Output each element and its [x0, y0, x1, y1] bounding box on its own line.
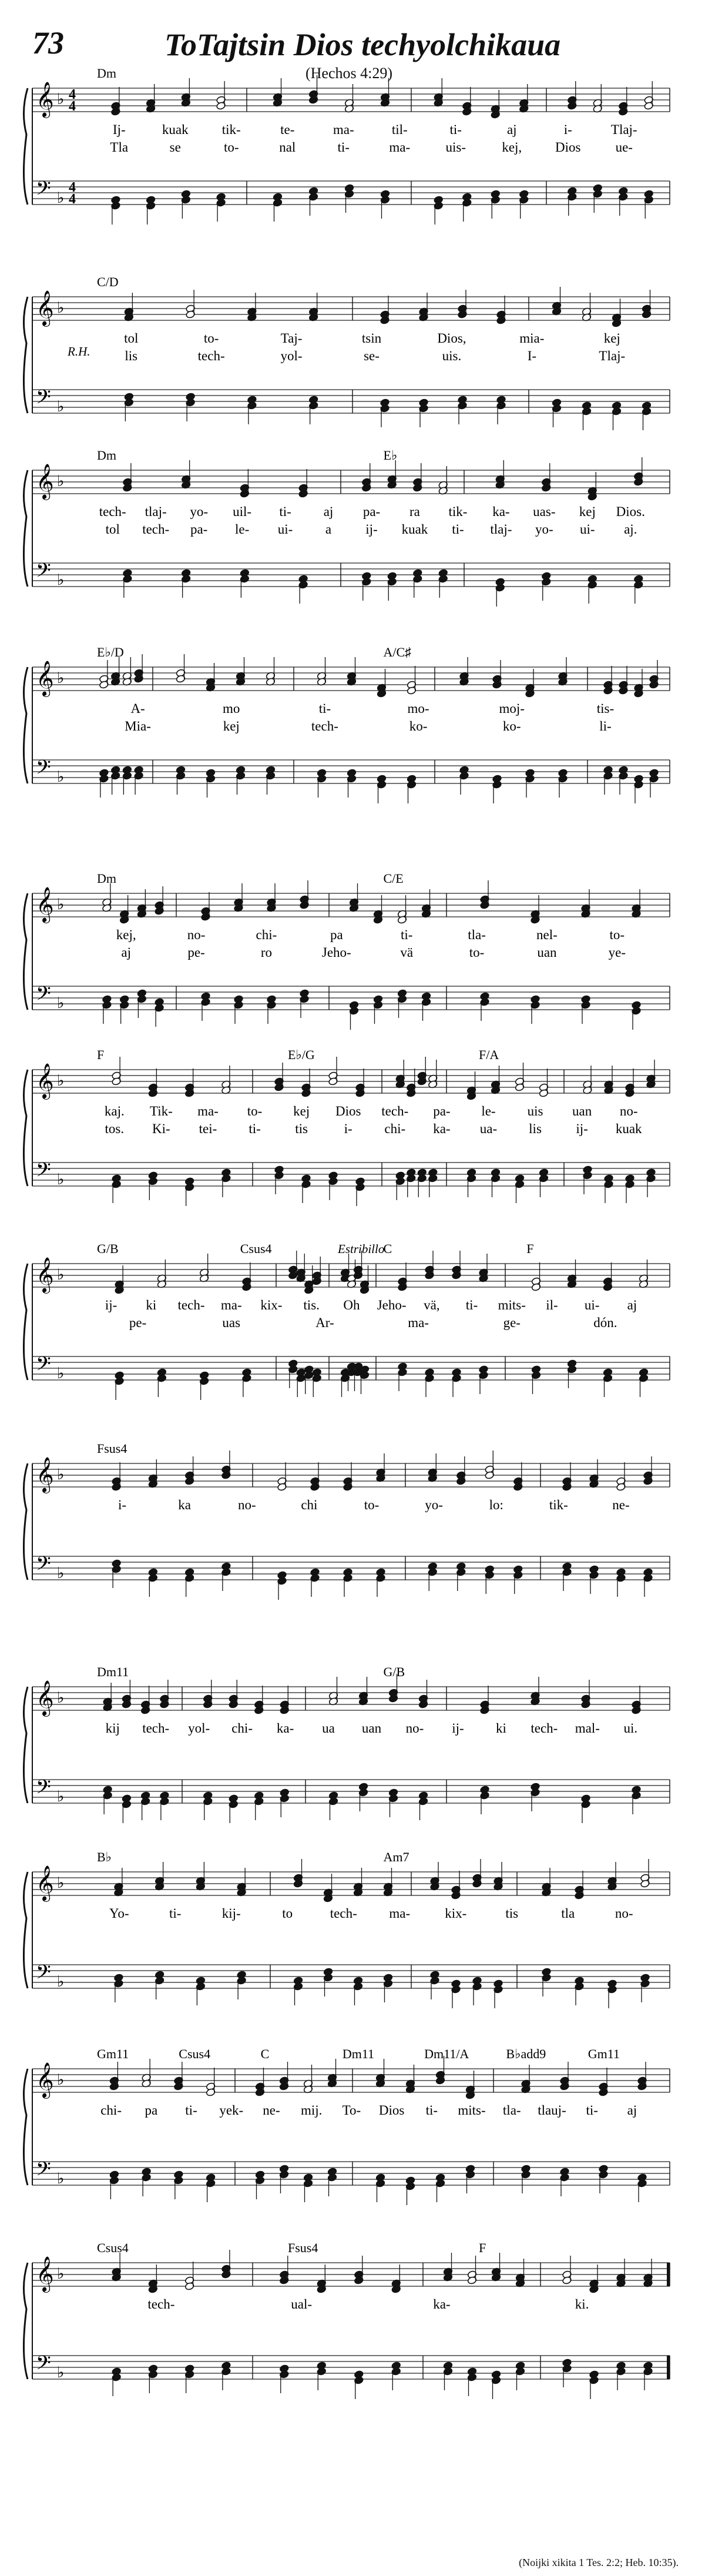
- lyric-syllable-verse1: Yo-: [109, 1906, 129, 1921]
- lyric-syllable-verse1: uan: [361, 1721, 382, 1736]
- treble-clef: 𝄞: [36, 1865, 54, 1901]
- lyric-syllable-verse1: aj: [506, 122, 517, 137]
- lyric-syllable-verse1: Tlaj-: [610, 122, 637, 137]
- lyric-syllable-verse2: kuak: [401, 522, 428, 537]
- lyric-syllable-verse2: ko-: [409, 719, 428, 733]
- lyric-syllable-verse1: lo:: [489, 1498, 503, 1512]
- chord-symbol: Gm11: [97, 2046, 129, 2061]
- footnote: (Noijki xikita 1 Tes. 2:2; Heb. 10:35).: [519, 2557, 679, 2568]
- chord-symbol: Dm11/A: [424, 2046, 469, 2061]
- lyric-syllable-verse2: tech-: [311, 719, 338, 733]
- lyric-syllable-verse2: tis: [295, 1121, 308, 1136]
- lyric-syllable-verse1: mia-: [519, 331, 545, 346]
- bass-clef: 𝄢: [36, 386, 51, 413]
- lyric-syllable-verse2: tol: [105, 522, 120, 537]
- brace: [24, 1687, 28, 1803]
- lyric-syllable-verse1: ti-: [185, 2103, 197, 2118]
- lyric-syllable-verse2: i-: [344, 1121, 352, 1136]
- key-flat: ♭: [57, 2071, 65, 2089]
- lyric-syllable-verse1: ij-: [105, 1298, 118, 1312]
- lyric-syllable-verse1: kej: [293, 1104, 310, 1118]
- lyric-syllable-verse2: se: [169, 140, 181, 155]
- lyric-syllable-verse1: no-: [237, 1498, 256, 1512]
- chord-symbol: Gm11: [588, 2046, 620, 2061]
- lyric-syllable-verse2: dón.: [593, 1315, 617, 1330]
- lyric-syllable-verse2: ka-: [433, 1121, 451, 1136]
- key-flat: ♭: [57, 1266, 65, 1284]
- lyric-syllable-verse1: no-: [619, 1104, 638, 1118]
- chord-symbol: E♭/G: [288, 1047, 315, 1062]
- lyric-syllable-verse1: Oh: [343, 1298, 360, 1312]
- lyric-syllable-verse1: kij-: [221, 1906, 241, 1921]
- key-flat: ♭: [57, 669, 65, 687]
- treble-clef: 𝄞: [36, 661, 54, 696]
- performance-mark: R.H.: [68, 344, 90, 359]
- treble-clef: 𝄞: [36, 887, 54, 922]
- lyric-syllable-verse1: til-: [391, 122, 408, 137]
- bass-clef: 𝄢: [36, 1776, 51, 1803]
- treble-clef: 𝄞: [36, 82, 54, 117]
- key-flat: ♭: [57, 2265, 65, 2283]
- lyric-syllable-verse1: to: [282, 1906, 293, 1921]
- lyric-syllable-verse1: ka-: [433, 2297, 451, 2312]
- lyric-syllable-verse1: uil-: [233, 504, 252, 519]
- lyric-syllable-verse1: tlauj-: [538, 2103, 566, 2118]
- lyric-syllable-verse1: chi-: [256, 927, 277, 942]
- music-system: [24, 1451, 670, 1600]
- lyric-syllable-verse1: tsin: [361, 331, 382, 346]
- lyric-syllable-verse1: pa-: [433, 1104, 451, 1118]
- lyric-syllable-verse2: ui-: [580, 522, 595, 537]
- brace: [24, 2263, 28, 2379]
- lyric-syllable-verse1: ma-: [220, 1298, 242, 1312]
- lyric-syllable-verse1: no-: [405, 1721, 424, 1736]
- chord-symbol: Csus4: [179, 2046, 211, 2061]
- lyric-syllable-verse2: ua-: [479, 1121, 498, 1136]
- brace: [24, 1264, 28, 1380]
- lyric-syllable-verse1: yo-: [190, 504, 208, 519]
- lyric-syllable-verse2: tos.: [105, 1121, 125, 1136]
- music-system: [24, 287, 670, 430]
- music-system: [24, 654, 670, 803]
- lyric-syllable-verse1: To-: [342, 2103, 361, 2118]
- lyric-syllable-verse1: ti-: [465, 1298, 478, 1312]
- lyric-syllable-verse2: uis.: [442, 349, 462, 363]
- lyric-syllable-verse1: tik-: [549, 1498, 568, 1512]
- lyric-syllable-verse1: i-: [563, 122, 572, 137]
- lyric-syllable-verse1: ka-: [276, 1721, 294, 1736]
- chord-symbol: Am7: [383, 1850, 409, 1864]
- lyric-syllable-verse1: no-: [615, 1906, 633, 1921]
- lyric-syllable-verse1: il-: [546, 1298, 558, 1312]
- lyric-syllable-verse1: uan: [572, 1104, 592, 1118]
- lyric-syllable-verse1: Taj-: [280, 331, 303, 346]
- lyric-syllable-verse2: nal: [279, 140, 296, 155]
- lyric-syllable-verse1: Ij-: [112, 122, 126, 137]
- lyric-syllable-verse1: ma-: [333, 122, 354, 137]
- lyric-syllable-verse2: aj.: [624, 522, 637, 537]
- lyric-syllable-verse2: kuak: [615, 1121, 642, 1136]
- bass-clef: 𝄢: [36, 1553, 51, 1580]
- lyric-syllable-verse2: uis-: [445, 140, 466, 155]
- time-signature: 4: [69, 87, 76, 102]
- lyric-syllable-verse1: tlaj-: [145, 504, 167, 519]
- lyric-syllable-verse1: yek-: [219, 2103, 244, 2118]
- time-signature: 4: [69, 99, 76, 114]
- lyric-syllable-verse1: tech-: [381, 1104, 409, 1118]
- lyric-syllable-verse1: mits-: [498, 1298, 526, 1312]
- lyric-syllable-verse2: ti-: [337, 140, 350, 155]
- chord-symbol: Fsus4: [97, 1441, 127, 1456]
- music-system: [24, 1251, 670, 1400]
- treble-clef: 𝄞: [36, 290, 54, 326]
- chord-symbol: Dm11: [97, 1664, 129, 1679]
- lyric-syllable-verse1: le-: [481, 1104, 496, 1118]
- lyric-syllable-verse1: ti-: [449, 122, 462, 137]
- lyric-syllable-verse1: Dios: [378, 2103, 405, 2118]
- lyric-syllable-verse1: mo-: [407, 701, 429, 716]
- brace: [24, 88, 28, 205]
- lyric-syllable-verse1: ne-: [263, 2103, 280, 2118]
- chord-symbol: B♭add9: [506, 2046, 546, 2061]
- lyric-syllable-verse2: tech-: [197, 349, 225, 363]
- lyric-syllable-verse1: to-: [247, 1104, 263, 1118]
- lyric-syllable-verse1: ne-: [612, 1498, 630, 1512]
- lyric-syllable-verse1: kej: [603, 331, 620, 346]
- bass-clef: 𝄢: [36, 2352, 51, 2379]
- chord-symbol: E♭: [383, 448, 398, 463]
- lyric-syllable-verse1: yol-: [188, 1721, 210, 1736]
- lyric-syllable-verse1: tech-: [330, 1906, 357, 1921]
- music-system: [24, 2250, 670, 2399]
- lyric-syllable-verse1: ti-: [400, 927, 413, 942]
- lyric-syllable-verse1: tis.: [303, 1298, 320, 1312]
- lyric-syllable-verse2: ma-: [408, 1315, 429, 1330]
- chord-symbol: Dm: [97, 448, 116, 463]
- lyric-syllable-verse2: Mia-: [125, 719, 151, 733]
- lyric-syllable-verse2: ye-: [608, 945, 626, 960]
- lyric-syllable-verse1: to-: [609, 927, 625, 942]
- brace: [24, 297, 28, 413]
- lyric-syllable-verse1: mal-: [575, 1721, 600, 1736]
- lyric-syllable-verse1: ti-: [318, 701, 331, 716]
- chord-symbol: Dm: [97, 871, 116, 886]
- lyric-syllable-verse1: tis-: [596, 701, 615, 716]
- lyric-syllable-verse2: Dios: [555, 140, 581, 155]
- lyric-syllable-verse2: pe-: [187, 945, 205, 960]
- lyric-syllable-verse2: li-: [599, 719, 612, 733]
- lyric-syllable-verse2: tei-: [199, 1121, 217, 1136]
- lyric-syllable-verse1: ti-: [586, 2103, 598, 2118]
- lyric-syllable-verse1: A-: [130, 701, 145, 716]
- lyric-syllable-verse1: tla-: [468, 927, 486, 942]
- lyric-syllable-verse2: ue-: [615, 140, 633, 155]
- lyric-syllable-verse2: chi-: [384, 1121, 406, 1136]
- lyric-syllable-verse1: aj: [323, 504, 334, 519]
- chord-symbol: F: [479, 2240, 486, 2255]
- treble-clef: 𝄞: [36, 2062, 54, 2098]
- chord-symbol: C: [383, 1241, 392, 1256]
- lyric-syllable-verse2: ui-: [277, 522, 293, 537]
- lyric-syllable-verse2: Tla: [110, 140, 129, 155]
- key-flat: ♭: [57, 571, 65, 589]
- lyric-syllable-verse1: pa: [330, 927, 343, 942]
- lyric-syllable-verse2: ti-: [452, 522, 464, 537]
- lyric-syllable-verse2: ti-: [249, 1121, 261, 1136]
- lyric-syllable-verse1: ual-: [291, 2297, 313, 2312]
- brace: [24, 470, 28, 587]
- lyric-syllable-verse2: le-: [234, 522, 250, 537]
- chord-symbol: G/B: [97, 1241, 119, 1256]
- lyric-syllable-verse1: uis: [527, 1104, 543, 1118]
- chord-symbol: Dm11: [342, 2046, 375, 2061]
- lyric-syllable-verse1: ui.: [623, 1721, 638, 1736]
- lyric-syllable-verse2: ko-: [502, 719, 521, 733]
- lyric-syllable-verse1: kij: [105, 1721, 120, 1736]
- key-flat: ♭: [57, 91, 65, 108]
- key-flat: ♭: [57, 299, 65, 317]
- lyric-syllable-verse1: ti-: [279, 504, 291, 519]
- lyric-syllable-verse1: ti-: [169, 1906, 182, 1921]
- key-flat: ♭: [57, 189, 65, 207]
- lyric-syllable-verse1: moj-: [499, 701, 525, 716]
- chord-symbol: A/C♯: [383, 645, 412, 659]
- lyric-syllable-verse1: mij.: [300, 2103, 323, 2118]
- lyric-syllable-verse1: Dios,: [437, 331, 466, 346]
- lyric-syllable-verse2: ro: [260, 945, 273, 960]
- chord-symbol: F: [526, 1241, 534, 1256]
- lyric-syllable-verse1: ra: [409, 504, 420, 519]
- lyric-syllable-verse1: uas-: [533, 504, 556, 519]
- key-flat: ♭: [57, 398, 65, 416]
- time-signature: 4: [69, 180, 76, 195]
- song-number: 73: [32, 25, 64, 61]
- lyric-syllable-verse1: ij-: [452, 1721, 464, 1736]
- music-system: [24, 2056, 670, 2205]
- lyric-syllable-verse2: se-: [364, 349, 380, 363]
- chord-symbol: B♭: [97, 1850, 112, 1864]
- lyric-syllable-verse2: to-: [469, 945, 485, 960]
- bass-clef: 𝄢: [36, 1353, 51, 1380]
- lyric-syllable-verse1: pa-: [362, 504, 381, 519]
- lyric-syllable-verse1: to-: [364, 1498, 380, 1512]
- chord-symbol: G/B: [383, 1664, 405, 1679]
- chord-symbol: C/E: [383, 871, 404, 886]
- lyric-syllable-verse1: kej,: [116, 927, 136, 942]
- lyric-syllable-verse2: kej: [223, 719, 240, 733]
- bass-clef: 𝄢: [36, 2158, 51, 2185]
- key-flat: ♭: [57, 1365, 65, 1382]
- lyric-syllable-verse2: tech-: [142, 522, 170, 537]
- lyric-syllable-verse2: uas: [222, 1315, 241, 1330]
- lyric-syllable-verse2: pe-: [129, 1315, 147, 1330]
- chord-symbol: Fsus4: [288, 2240, 318, 2255]
- treble-clef: 𝄞: [36, 1257, 54, 1292]
- lyric-syllable-verse1: ki.: [575, 2297, 589, 2312]
- bass-clef: 𝄢: [36, 560, 51, 587]
- lyric-syllable-verse1: tech-: [142, 1721, 170, 1736]
- key-flat: ♭: [57, 768, 65, 786]
- key-flat: ♭: [57, 1973, 65, 1991]
- lyric-syllable-verse1: ua: [322, 1721, 335, 1736]
- lyric-syllable-verse1: tla-: [502, 2103, 521, 2118]
- lyric-syllable-verse1: tech-: [177, 1298, 205, 1312]
- treble-clef: 𝄞: [36, 1680, 54, 1716]
- lyric-syllable-verse1: kix-: [260, 1298, 283, 1312]
- brace: [24, 893, 28, 1010]
- lyric-syllable-verse2: Jeho-: [321, 945, 351, 960]
- chord-symbol: Dm: [97, 66, 116, 81]
- lyric-syllable-verse1: Dios.: [616, 504, 645, 519]
- lyric-syllable-verse1: ki: [495, 1721, 506, 1736]
- key-flat: ♭: [57, 1072, 65, 1090]
- lyric-syllable-verse1: chi-: [100, 2103, 122, 2118]
- lyric-syllable-verse2: yo-: [535, 522, 553, 537]
- lyric-syllable-verse2: pa-: [190, 522, 208, 537]
- brace: [24, 1070, 28, 1186]
- lyric-syllable-verse2: tlaj-: [490, 522, 512, 537]
- bass-clef: 𝄢: [36, 1159, 51, 1186]
- lyric-syllable-verse1: tla: [561, 1906, 575, 1921]
- lyric-syllable-verse2: yol-: [280, 349, 303, 363]
- lyric-syllable-verse2: aj: [121, 945, 131, 960]
- lyric-syllable-verse2: Ar-: [315, 1315, 334, 1330]
- lyric-syllable-verse1: Tik-: [149, 1104, 173, 1118]
- final-barline: [667, 2263, 670, 2286]
- lyric-syllable-verse2: kej,: [502, 140, 522, 155]
- lyric-syllable-verse2: lis: [529, 1121, 542, 1136]
- key-flat: ♭: [57, 2364, 65, 2381]
- treble-clef: 𝄞: [36, 2256, 54, 2292]
- treble-clef: 𝄞: [36, 1063, 54, 1098]
- lyric-syllable-verse1: aj: [627, 2103, 637, 2118]
- key-flat: ♭: [57, 1171, 65, 1188]
- performance-mark: Estribillo: [338, 1242, 385, 1256]
- key-flat: ♭: [57, 1689, 65, 1707]
- chord-symbol: F/A: [479, 1047, 499, 1062]
- key-flat: ♭: [57, 1466, 65, 1483]
- song-title: ToTajtsin Dios techyolchikaua: [164, 27, 561, 62]
- lyric-syllable-verse1: tech-: [99, 504, 126, 519]
- lyric-syllable-verse1: tech-: [531, 1721, 558, 1736]
- lyric-syllable-verse1: tis: [505, 1906, 519, 1921]
- bass-clef: 𝄢: [36, 177, 51, 205]
- lyric-syllable-verse2: Tlaj-: [599, 349, 626, 363]
- lyric-syllable-verse1: mits-: [458, 2103, 486, 2118]
- bass-clef: 𝄢: [36, 983, 51, 1010]
- lyric-syllable-verse1: nel-: [536, 927, 558, 942]
- lyric-syllable-verse1: Dios: [335, 1104, 361, 1118]
- music-system: [24, 1674, 670, 1823]
- lyric-syllable-verse1: kaj.: [104, 1104, 125, 1118]
- lyric-syllable-verse1: kix-: [445, 1906, 467, 1921]
- treble-clef: 𝄞: [36, 1457, 54, 1492]
- lyric-syllable-verse1: tik-: [448, 504, 468, 519]
- lyric-syllable-verse1: yo-: [425, 1498, 443, 1512]
- brace: [24, 2069, 28, 2185]
- key-flat: ♭: [57, 1788, 65, 1805]
- key-flat: ♭: [57, 1565, 65, 1582]
- lyric-syllable-verse1: vä,: [424, 1298, 440, 1312]
- key-flat: ♭: [57, 473, 65, 490]
- chord-symbol: F: [97, 1047, 105, 1062]
- lyric-syllable-verse1: ti-: [425, 2103, 438, 2118]
- lyric-syllable-verse2: uan: [537, 945, 557, 960]
- lyric-syllable-verse1: no-: [187, 927, 206, 942]
- chord-symbol: E♭/D: [97, 645, 124, 659]
- lyric-syllable-verse2: I-: [527, 349, 537, 363]
- lyric-syllable-verse1: tik-: [221, 122, 241, 137]
- brace: [24, 1872, 28, 1988]
- music-system: [24, 1859, 670, 2008]
- lyric-syllable-verse1: chi-: [231, 1721, 253, 1736]
- final-barline: [667, 2356, 670, 2379]
- lyric-syllable-verse1: mo: [223, 701, 240, 716]
- lyric-syllable-verse1: kuak: [162, 122, 189, 137]
- lyric-syllable-verse1: tol: [124, 331, 139, 346]
- lyric-syllable-verse1: chi: [301, 1498, 318, 1512]
- scripture-reference: (Hechos 4:29): [306, 65, 393, 82]
- chord-symbol: Csus4: [240, 1241, 272, 1256]
- key-flat: ♭: [57, 994, 65, 1012]
- lyric-syllable-verse2: ij-: [365, 522, 378, 537]
- lyric-syllable-verse1: Jeho-: [377, 1298, 407, 1312]
- lyric-syllable-verse2: vä: [400, 945, 414, 960]
- lyric-syllable-verse2: Ki-: [152, 1121, 170, 1136]
- music-system: [24, 457, 670, 607]
- chord-symbol: C: [260, 2046, 270, 2061]
- key-flat: ♭: [57, 2170, 65, 2188]
- chord-symbol: C/D: [97, 274, 119, 289]
- lyric-syllable-verse2: ma-: [389, 140, 411, 155]
- lyric-syllable-verse1: te-: [280, 122, 295, 137]
- brace: [24, 667, 28, 783]
- lyric-syllable-verse2: a: [325, 522, 332, 537]
- lyric-syllable-verse1: i-: [118, 1498, 127, 1512]
- lyric-syllable-verse2: lis: [125, 349, 138, 363]
- lyric-syllable-verse1: aj: [627, 1298, 637, 1312]
- bass-clef: 𝄢: [36, 1961, 51, 1988]
- lyric-syllable-verse1: ki: [146, 1298, 157, 1312]
- chord-symbol: Csus4: [97, 2240, 129, 2255]
- lyric-syllable-verse1: ka-: [492, 504, 510, 519]
- lyric-syllable-verse1: kej: [579, 504, 596, 519]
- key-flat: ♭: [57, 1874, 65, 1892]
- lyric-syllable-verse1: tech-: [147, 2297, 175, 2312]
- key-flat: ♭: [57, 896, 65, 913]
- time-signature: 4: [69, 192, 76, 207]
- lyric-syllable-verse2: ge-: [503, 1315, 521, 1330]
- lyric-syllable-verse1: ui-: [584, 1298, 600, 1312]
- treble-clef: 𝄞: [36, 464, 54, 499]
- bass-clef: 𝄢: [36, 756, 51, 783]
- lyric-syllable-verse2: to-: [223, 140, 239, 155]
- lyric-syllable-verse1: pa: [145, 2103, 158, 2118]
- lyric-syllable-verse1: to-: [203, 331, 219, 346]
- lyric-syllable-verse1: ma-: [389, 1906, 411, 1921]
- lyric-syllable-verse1: ma-: [197, 1104, 219, 1118]
- brace: [24, 1463, 28, 1580]
- lyric-syllable-verse2: ij-: [576, 1121, 588, 1136]
- lyric-syllable-verse1: ka: [178, 1498, 192, 1512]
